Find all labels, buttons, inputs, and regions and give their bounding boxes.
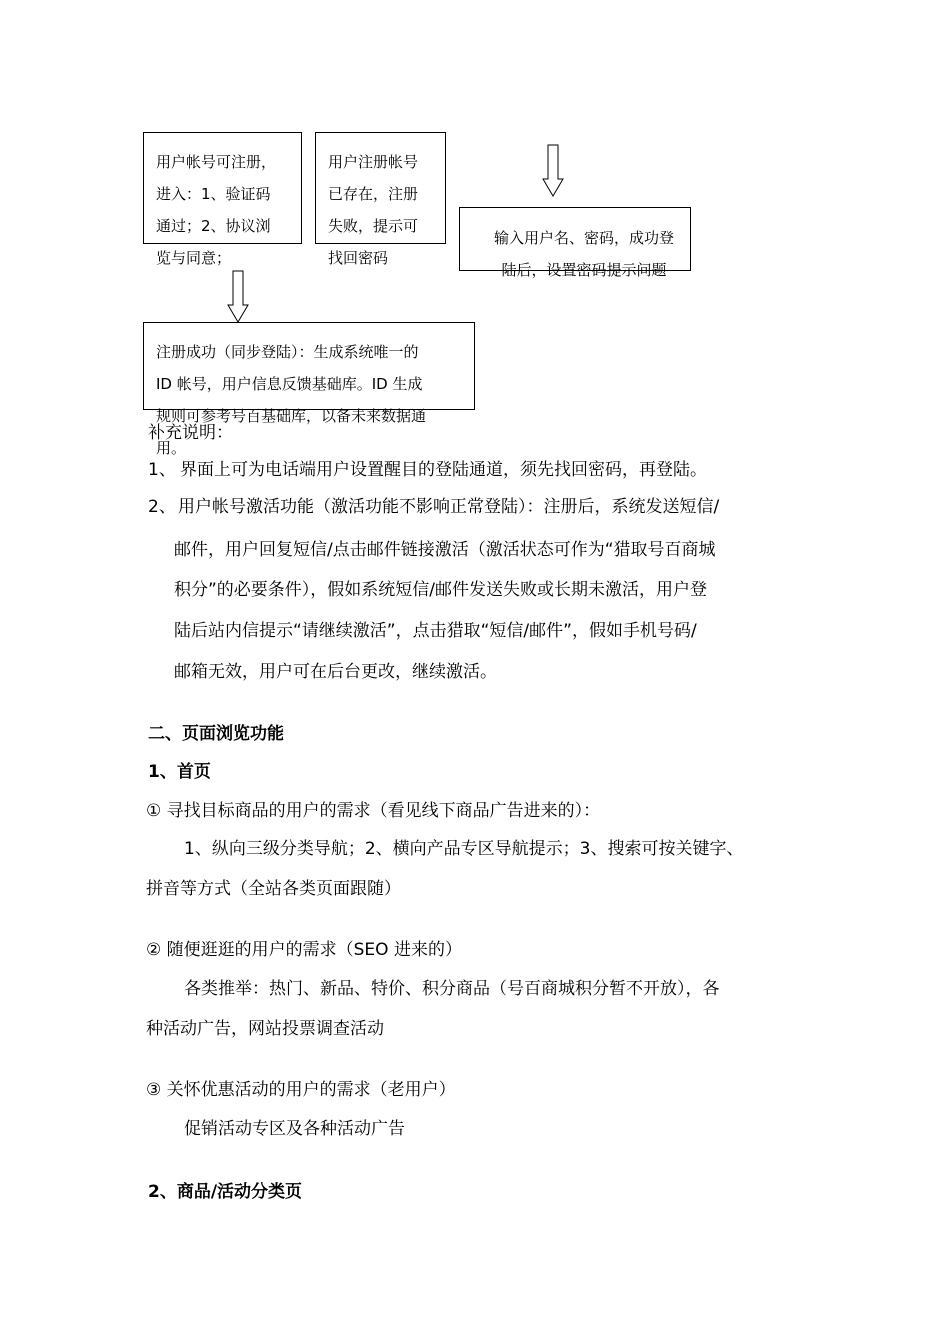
section-heading: 二、页面浏览功能 xyxy=(148,724,284,744)
need-2-detail-line1: 各类推举：热门、新品、特价、积分商品（号百商城积分暂不开放），各 xyxy=(184,979,720,999)
flow-box-login-text: 输入用户名、密码，成功登 陆后，设置密码提示问题 xyxy=(493,229,674,279)
supplement-item2-number: 2、 xyxy=(148,497,176,517)
supplement-item2-line2: 邮件，用户回复短信/点击邮件链接激活（激活状态可作为“猎取号百商城 xyxy=(174,540,716,560)
supplement-item2-line3: 积分”的必要条件），假如系统短信/邮件发送失败或长期未激活，用户登 xyxy=(174,580,708,600)
supplement-item2-line5: 邮箱无效，用户可在后台更改，继续激活。 xyxy=(174,662,497,682)
need-2: ② 随便逛逛的用户的需求（SEO 进来的） xyxy=(146,940,462,960)
supplement-title: 补充说明： xyxy=(148,423,233,443)
need-3: ③ 关怀优惠活动的用户的需求（老用户） xyxy=(146,1080,456,1100)
need-2-detail-line2: 种活动广告，网站投票调查活动 xyxy=(146,1019,384,1039)
subsection-category-page: 2、商品/活动分类页 xyxy=(148,1182,303,1202)
supplement-item1-number: 1、 xyxy=(148,460,176,480)
supplement-item2-line4: 陆后站内信提示“请继续激活”，点击猎取“短信/邮件”，假如手机号码/ xyxy=(174,621,697,641)
arrow-down-icon xyxy=(227,271,249,323)
need-1-detail-line1: 1、纵向三级分类导航；2、横向产品专区导航提示；3、搜索可按关键字、 xyxy=(184,839,744,859)
supplement-item1: 界面上可为电话端用户设置醒目的登陆通道，须先找回密码，再登陆。 xyxy=(180,460,707,480)
flow-box-registrable-text: 用户帐号可注册， 进入：1、验证码 通过；2、协议浏 览与同意； xyxy=(156,153,277,267)
need-3-detail-line1: 促销活动专区及各种活动广告 xyxy=(184,1119,405,1139)
subsection-homepage: 1、首页 xyxy=(148,762,211,782)
flow-box-exists-text: 用户注册帐号 已存在，注册 失败，提示可 找回密码 xyxy=(328,153,419,267)
need-1-detail-line2: 拼音等方式（全站各类页面跟随） xyxy=(146,879,401,899)
arrow-down-icon xyxy=(542,145,564,197)
flow-box-success-text: 注册成功（同步登陆）：生成系统唯一的 ID 帐号，用户信息反馈基础库。ID 生成 规则可参考号百基础库，以备未来数据通 用。 xyxy=(156,343,427,457)
supplement-item2-line1: 用户帐号激活功能（激活功能不影响正常登陆）：注册后，系统发送短信/ xyxy=(178,497,720,517)
need-1: ① 寻找目标商品的用户的需求（看见线下商品广告进来的）： xyxy=(146,801,601,821)
